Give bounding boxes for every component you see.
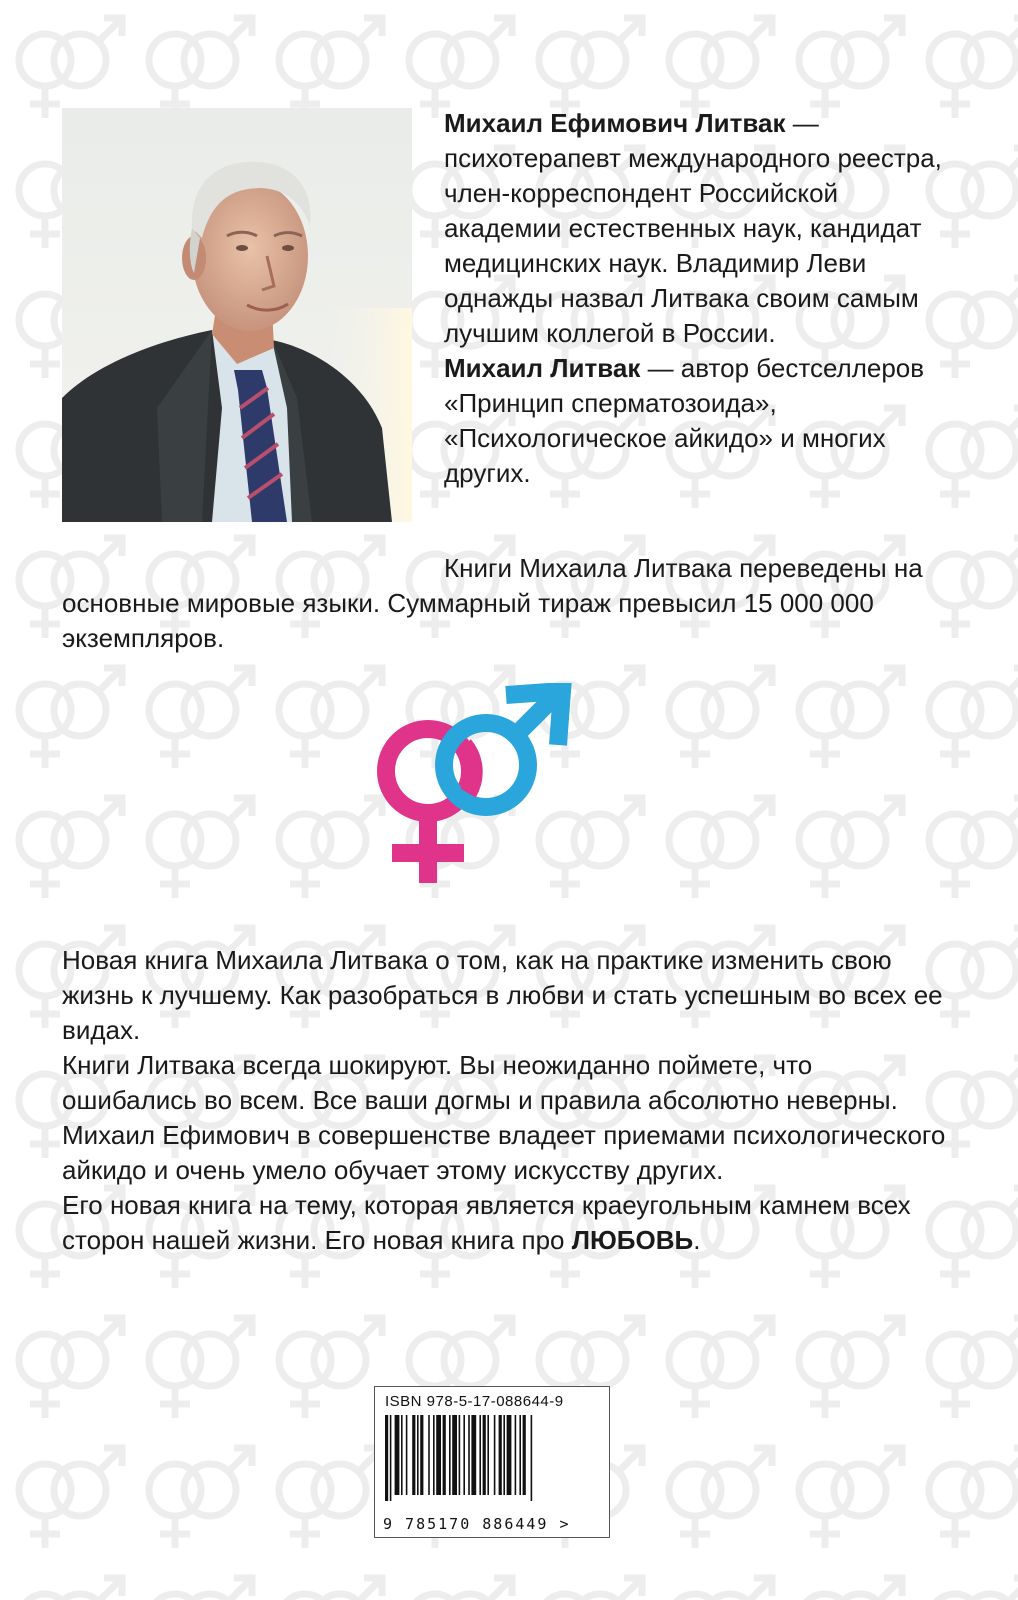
description-paragraph-2: Книги Литвака всегда шокируют. Вы неожиданно поймете, что ошибались во всем. Все ваши догмы и правила абсолютно неверны. Михаил Ефимович в совершенстве владеет приемами психологического айкидо и очень умело обучает этому искусству других.: [62, 1050, 946, 1185]
barcode-bar: [401, 1415, 403, 1495]
barcode-bars: [383, 1415, 601, 1501]
barcode-bar: [519, 1415, 521, 1495]
barcode-bar: [523, 1415, 526, 1495]
barcode-digits: 9 785170 886449 >: [383, 1515, 571, 1533]
translations-text: Книги Михаила Литвака переведены на основные мировые языки. Суммарный тираж превысил 15 000 000 экземпляров.: [62, 553, 923, 653]
barcode-bar: [531, 1415, 533, 1501]
barcode-bar: [483, 1415, 486, 1495]
barcode-bar: [459, 1415, 461, 1495]
barcode-bar: [412, 1415, 415, 1495]
barcode-box: [374, 1386, 610, 1538]
barcode-bar: [515, 1415, 517, 1495]
barcode-bar: [471, 1415, 476, 1495]
barcode-bar: [499, 1415, 502, 1495]
barcode-bar: [468, 1415, 470, 1495]
male-female-symbol-icon: [376, 683, 586, 903]
author-bio: [444, 106, 944, 491]
book-description: [62, 943, 952, 1258]
barcode-bar: [428, 1415, 430, 1495]
description-paragraph-1: Новая книга Михаила Литвака о том, как на практике изменить свою жизнь к лучшему. Как разобраться в любви и стать успешным во всех ее видах.: [62, 945, 943, 1045]
love-word: ЛЮБОВЬ: [571, 1225, 694, 1255]
barcode-bar: [487, 1415, 489, 1495]
barcode-bar: [436, 1415, 441, 1495]
description-paragraph-3: Его новая книга на тему, которая является краеугольным камнем всех сторон нашей жизни. Его новая книга про ЛЮБОВЬ.: [62, 1190, 911, 1255]
barcode-bar: [494, 1415, 496, 1495]
isbn-label: ISBN 978-5-17-088644-9: [385, 1393, 564, 1410]
barcode-bar: [443, 1415, 446, 1495]
barcode-bar: [503, 1415, 505, 1495]
author-name-short: Михаил Литвак: [444, 353, 641, 383]
barcode-bar: [385, 1415, 388, 1501]
barcode-bar: [507, 1415, 512, 1495]
author-works: — автор бестселлеров «Принцип сперматозоида», «Психологическое айкидо» и многих других.: [444, 353, 925, 488]
author-name: Михаил Ефимович Литвак: [444, 108, 786, 138]
author-intro: — психотерапевт международного реестра, член-корреспондент Российской академии естественных наук, кандидат медицинских наук. Владимир Леви однажды назвал Литвака своим самым лучшим коллегой в России.: [444, 108, 942, 348]
author-photo: [62, 108, 412, 522]
barcode-bar: [395, 1415, 400, 1495]
barcode-bar: [390, 1415, 392, 1501]
barcode-bar: [417, 1415, 419, 1495]
barcode-bar: [406, 1415, 408, 1495]
barcode-bar: [452, 1415, 457, 1495]
barcode-bar: [479, 1415, 481, 1495]
barcode-bar: [433, 1415, 435, 1495]
barcode-bar: [463, 1415, 465, 1495]
barcode-bar: [449, 1415, 451, 1495]
barcode-bar: [420, 1415, 423, 1495]
